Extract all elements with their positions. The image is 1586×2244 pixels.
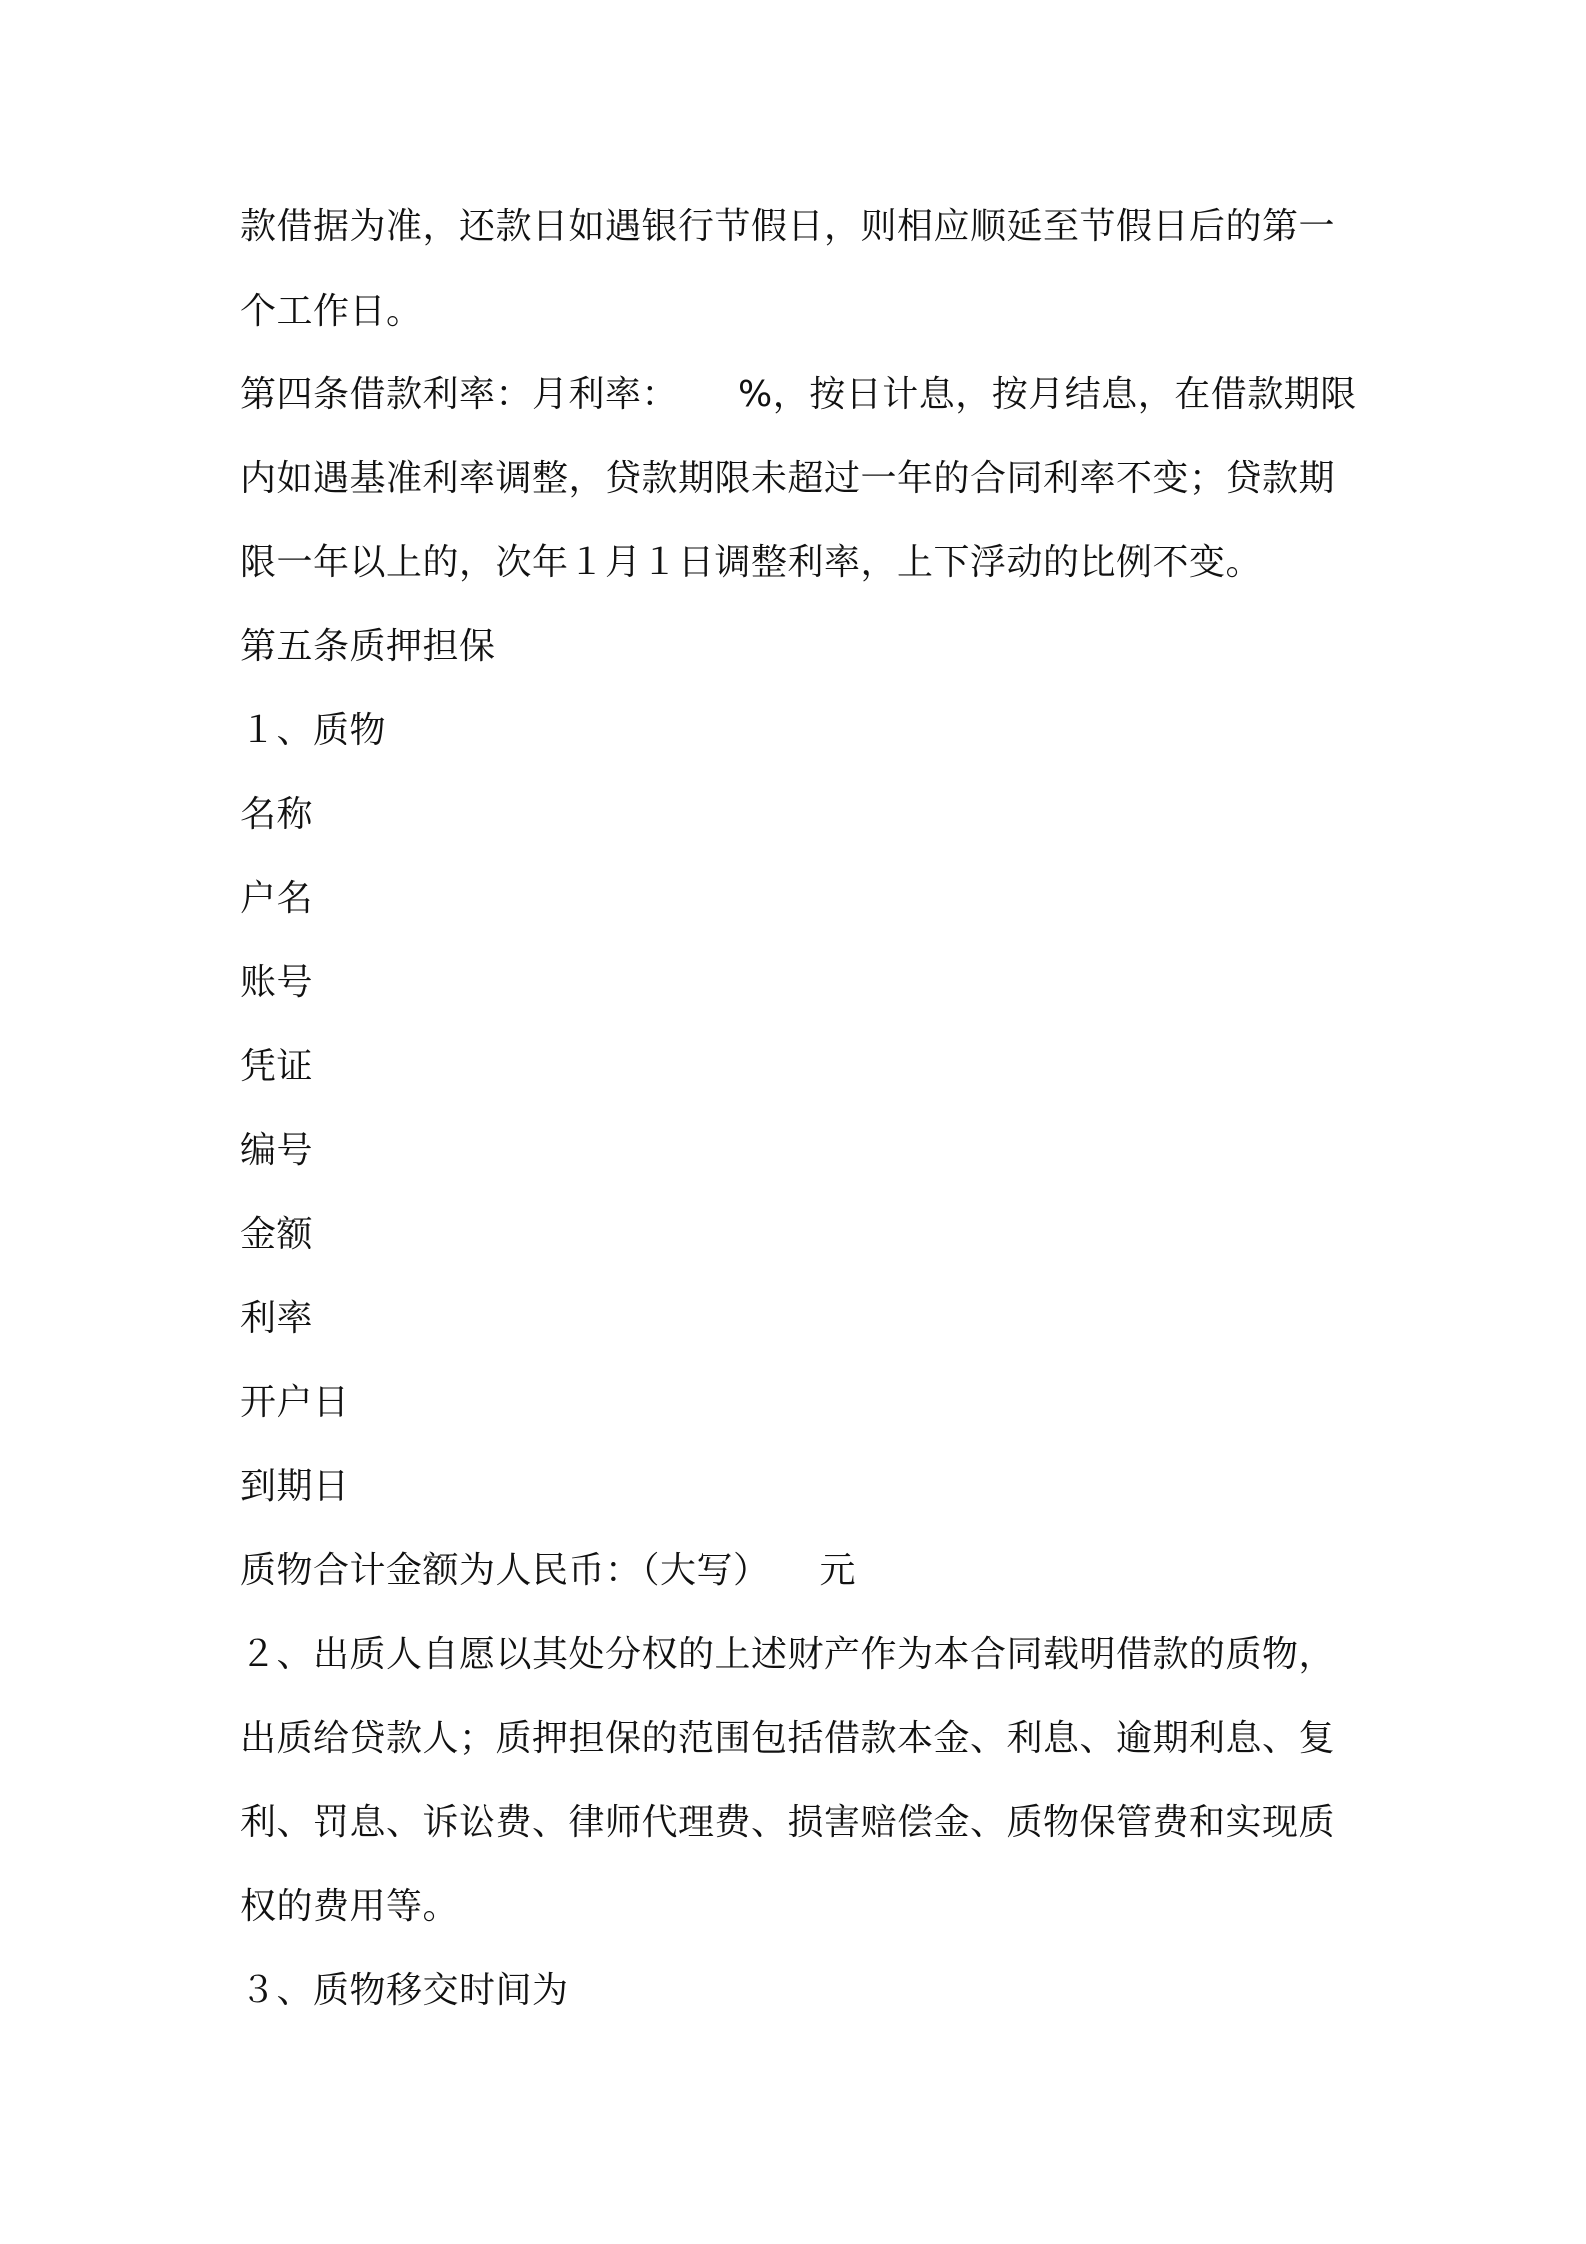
paragraph-line	[240, 1885, 1360, 1929]
field-account-name-label: 户名	[240, 878, 314, 919]
text-line-6: 限一年以上的，次年１月１日调整利率，上下浮动的比例不变。	[240, 542, 1263, 583]
total-amount-label: 质物合计金额为人民币：（大写）	[240, 1550, 770, 1591]
total-amount-line	[240, 1549, 1360, 1593]
field-amount-label: 金额	[240, 1214, 314, 1255]
paragraph-line	[240, 1801, 1360, 1845]
paragraph-line	[240, 205, 1360, 249]
field-serial-label: 编号	[240, 1130, 314, 1171]
field-label	[240, 1129, 1360, 1173]
text-line-2: 个工作日。	[240, 291, 423, 332]
field-rate-label: 利率	[240, 1298, 314, 1339]
article-5-heading	[240, 625, 1360, 669]
field-label	[240, 1465, 1360, 1509]
clause-3-title: ３、质物移交时间为	[240, 1970, 569, 2011]
field-label	[240, 1381, 1360, 1425]
article-4-rate-text: %，按日计息，按月结息，在借款期限	[738, 374, 1357, 415]
currency-unit: 元	[819, 1550, 857, 1591]
clause-2-line-1: ２、出质人自愿以其处分权的上述财产作为本合同载明借款的质物，	[240, 1634, 1336, 1675]
article-4-line	[240, 373, 1360, 417]
field-label	[240, 1045, 1360, 1089]
field-label	[240, 961, 1360, 1005]
field-maturity-date-label: 到期日	[240, 1466, 350, 1507]
field-voucher-label: 凭证	[240, 1046, 314, 1087]
paragraph-line	[240, 290, 1360, 334]
paragraph-line	[240, 457, 1360, 501]
paragraph-line	[240, 1717, 1360, 1761]
clause-2-line-2: 出质给贷款人；质押担保的范围包括借款本金、利息、逾期利息、复	[240, 1718, 1336, 1759]
clause-1-title: １、质物	[240, 710, 387, 751]
field-open-date-label: 开户日	[240, 1382, 350, 1423]
article-4-heading: 第四条借款利率：月利率：	[240, 374, 679, 415]
text-line-1: 款借据为准，还款日如遇银行节假日，则相应顺延至节假日后的第一	[240, 206, 1336, 247]
clause-1-heading	[240, 709, 1360, 753]
clause-3-heading	[240, 1969, 1360, 2013]
paragraph-line	[240, 1633, 1360, 1677]
article-5-title: 第五条质押担保	[240, 626, 496, 667]
field-label	[240, 1213, 1360, 1257]
paragraph-line	[240, 541, 1360, 585]
field-name-label: 名称	[240, 794, 314, 835]
field-label	[240, 793, 1360, 837]
field-label	[240, 877, 1360, 921]
clause-2-line-3: 利、罚息、诉讼费、律师代理费、损害赔偿金、质物保管费和实现质	[240, 1802, 1336, 1843]
clause-2-line-4: 权的费用等。	[240, 1886, 460, 1927]
field-label	[240, 1297, 1360, 1341]
field-account-number-label: 账号	[240, 962, 314, 1003]
text-line-5: 内如遇基准利率调整，贷款期限未超过一年的合同利率不变；贷款期	[240, 458, 1336, 499]
